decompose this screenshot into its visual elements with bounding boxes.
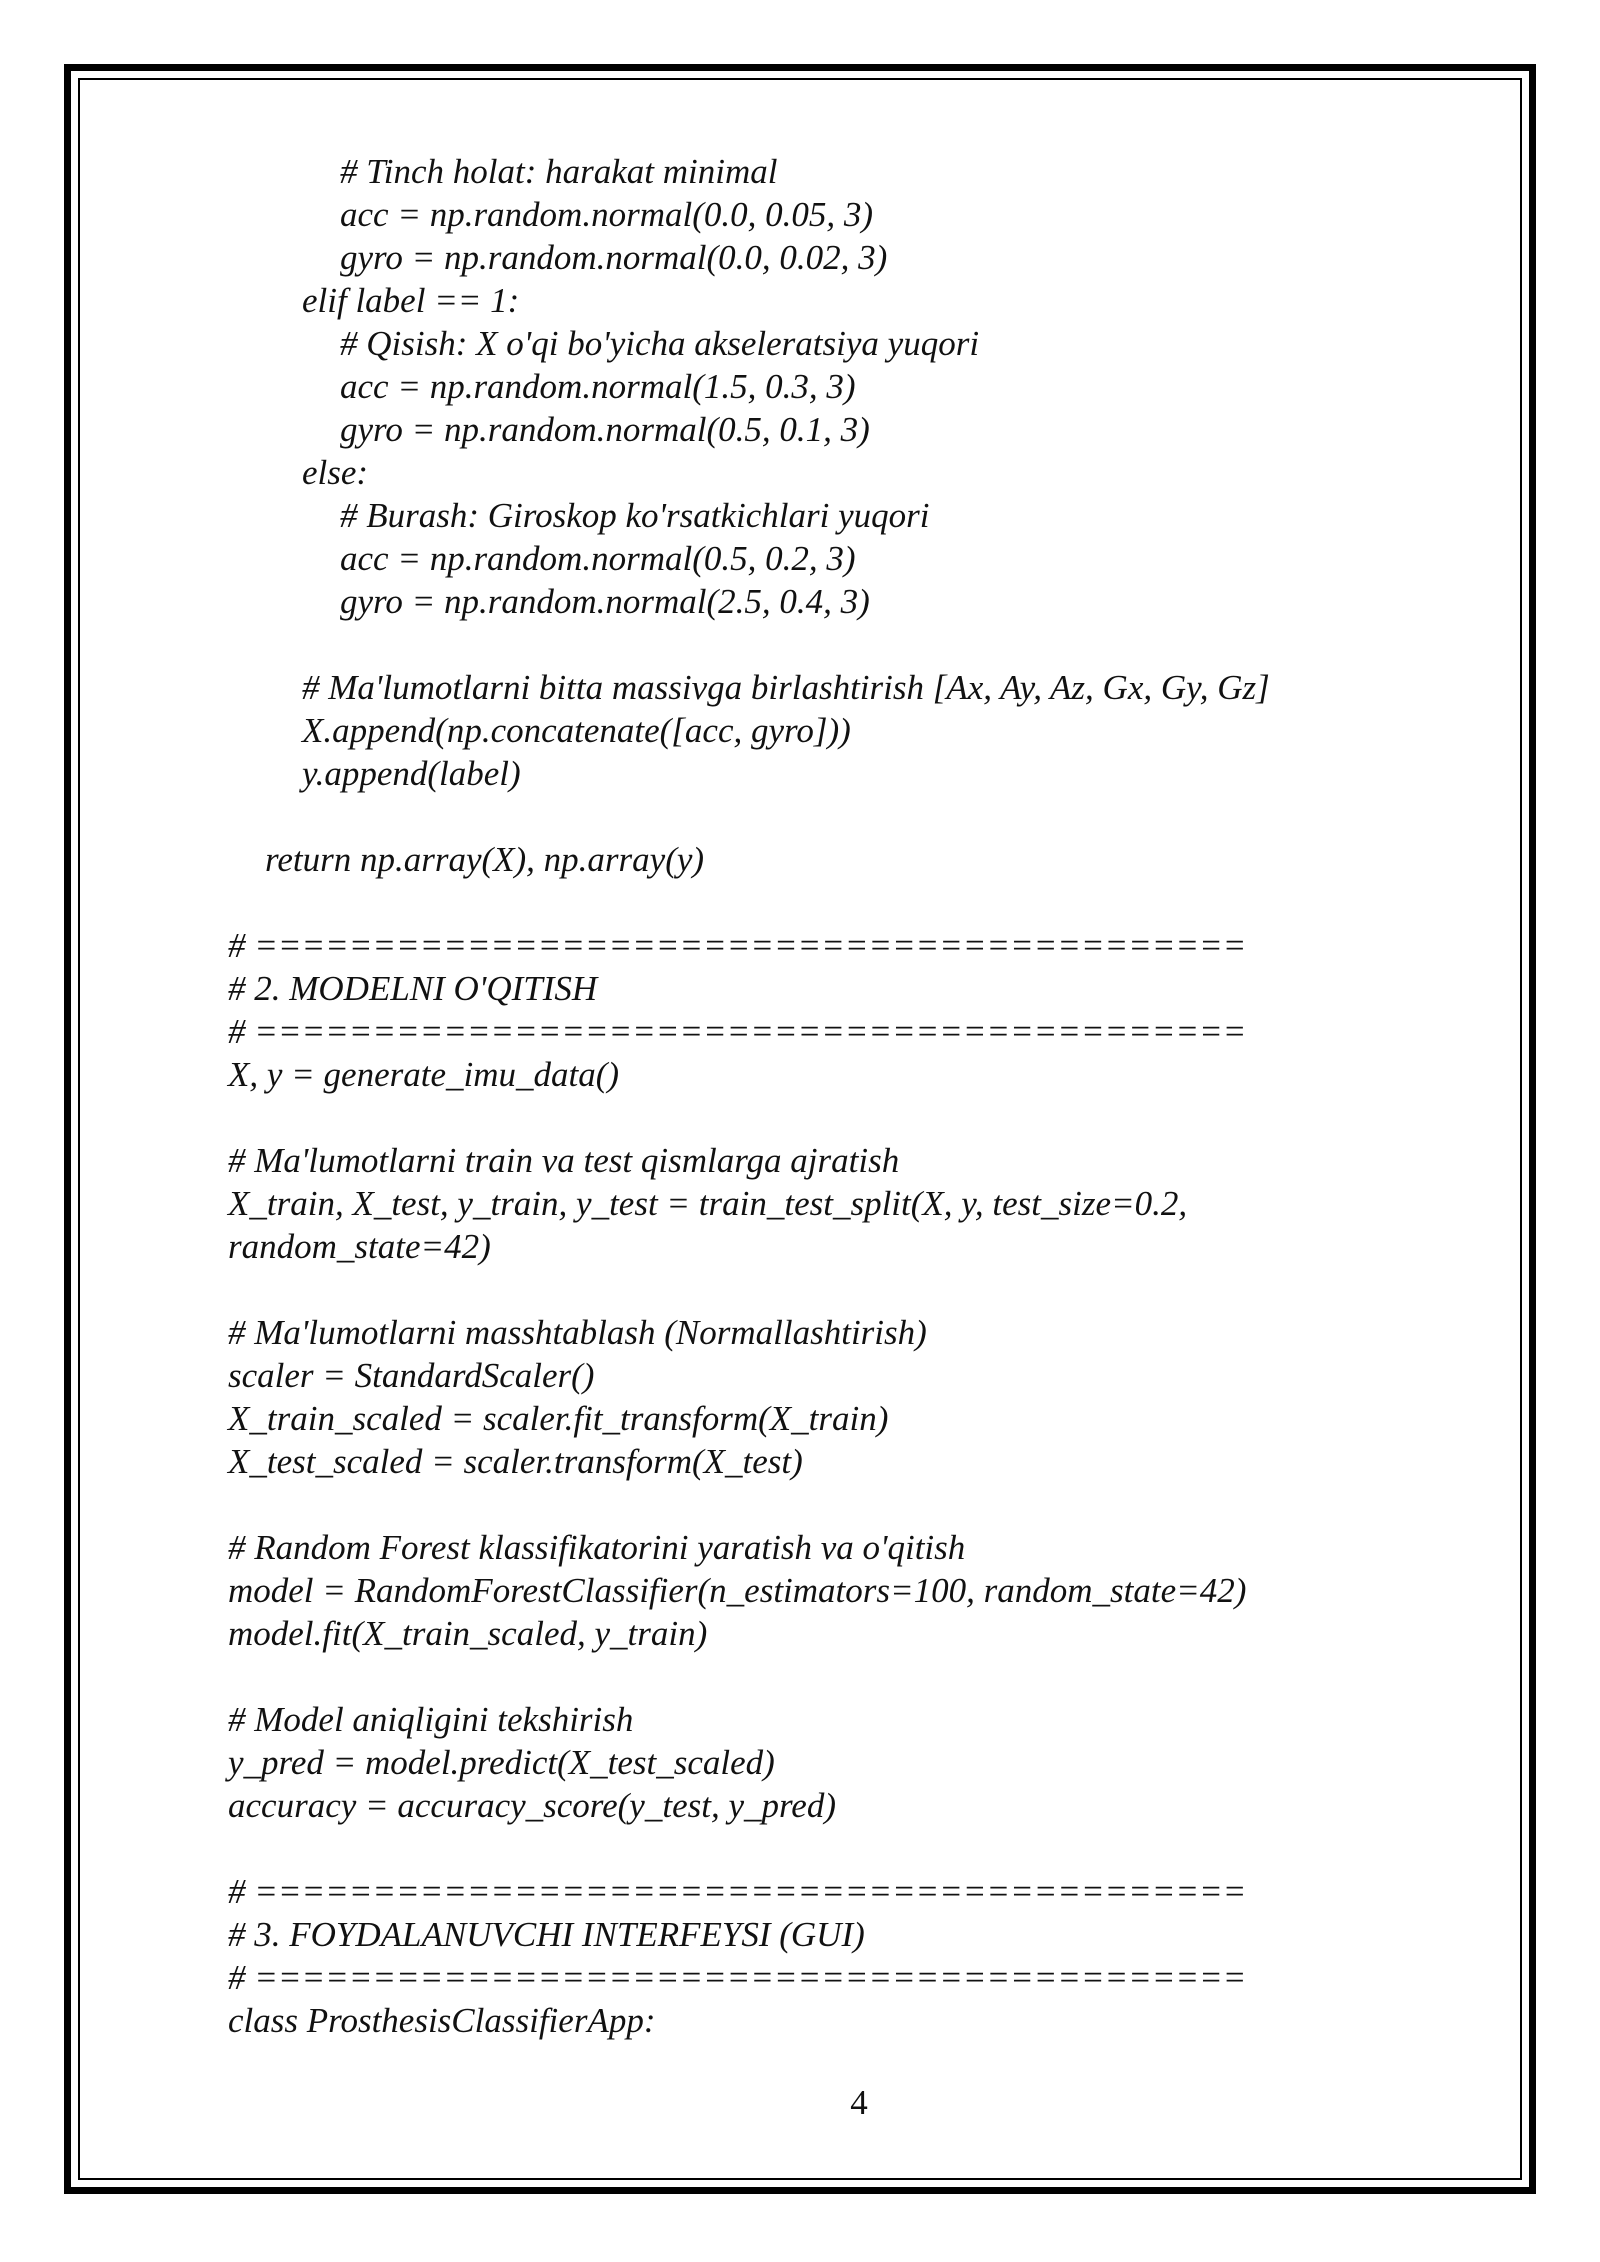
code-line: accuracy = accuracy_score(y_test, y_pred)	[228, 1786, 836, 1825]
code-line: elif label == 1:	[302, 281, 520, 320]
code-line: gyro = np.random.normal(0.0, 0.02, 3)	[340, 238, 888, 277]
code-line: else:	[302, 453, 369, 492]
code-line: X, y = generate_imu_data()	[228, 1055, 620, 1094]
code-line: class ProsthesisClassifierApp:	[228, 2001, 656, 2040]
code-comment-line: # Burash: Giroskop ko'rsatkichlari yuqori	[340, 496, 930, 535]
code-line: acc = np.random.normal(1.5, 0.3, 3)	[340, 367, 856, 406]
code-line: X_train, X_test, y_train, y_test = train_test_split(X, y, test_size=0.2,	[228, 1184, 1188, 1223]
section-heading: # 2. MODELNI O'QITISH	[228, 969, 598, 1008]
code-line: model.fit(X_train_scaled, y_train)	[228, 1614, 708, 1653]
code-comment-line: # Random Forest klassifikatorini yaratish va o'qitish	[228, 1528, 966, 1567]
code-separator-line: # ==========================================	[228, 926, 1247, 965]
code-line: X.append(np.concatenate([acc, gyro]))	[302, 711, 851, 750]
code-separator-line: # ==========================================	[228, 1872, 1247, 1911]
code-comment-line: # Tinch holat: harakat minimal	[340, 152, 778, 191]
section-heading: # 3. FOYDALANUVCHI INTERFEYSI (GUI)	[228, 1915, 865, 1954]
code-separator-line: # ==========================================	[228, 1958, 1247, 1997]
code-comment-line: # Ma'lumotlarni train va test qismlarga ajratish	[228, 1141, 900, 1180]
code-line: y_pred = model.predict(X_test_scaled)	[228, 1743, 775, 1782]
code-line: X_test_scaled = scaler.transform(X_test)	[228, 1442, 803, 1481]
code-line: gyro = np.random.normal(0.5, 0.1, 3)	[340, 410, 870, 449]
code-line: acc = np.random.normal(0.0, 0.05, 3)	[340, 195, 874, 234]
code-line: random_state=42)	[228, 1227, 491, 1266]
code-comment-line: # Ma'lumotlarni bitta massivga birlashtirish [Ax, Ay, Az, Gx, Gy, Gz]	[302, 668, 1270, 707]
code-line: acc = np.random.normal(0.5, 0.2, 3)	[340, 539, 856, 578]
code-comment-line: # Model aniqligini tekshirish	[228, 1700, 634, 1739]
code-line: model = RandomForestClassifier(n_estimators=100, random_state=42)	[228, 1571, 1247, 1610]
code-separator-line: # ==========================================	[228, 1012, 1247, 1051]
code-line: y.append(label)	[302, 754, 521, 793]
code-line: scaler = StandardScaler()	[228, 1356, 595, 1395]
code-line: return np.array(X), np.array(y)	[265, 840, 705, 879]
code-line: gyro = np.random.normal(2.5, 0.4, 3)	[340, 582, 870, 621]
page-number: 4	[850, 2083, 868, 2122]
code-comment-line: # Qisish: X o'qi bo'yicha akseleratsiya yuqori	[340, 324, 980, 363]
code-comment-line: # Ma'lumotlarni masshtablash (Normallashtirish)	[228, 1313, 927, 1352]
code-line: X_train_scaled = scaler.fit_transform(X_train)	[228, 1399, 889, 1438]
